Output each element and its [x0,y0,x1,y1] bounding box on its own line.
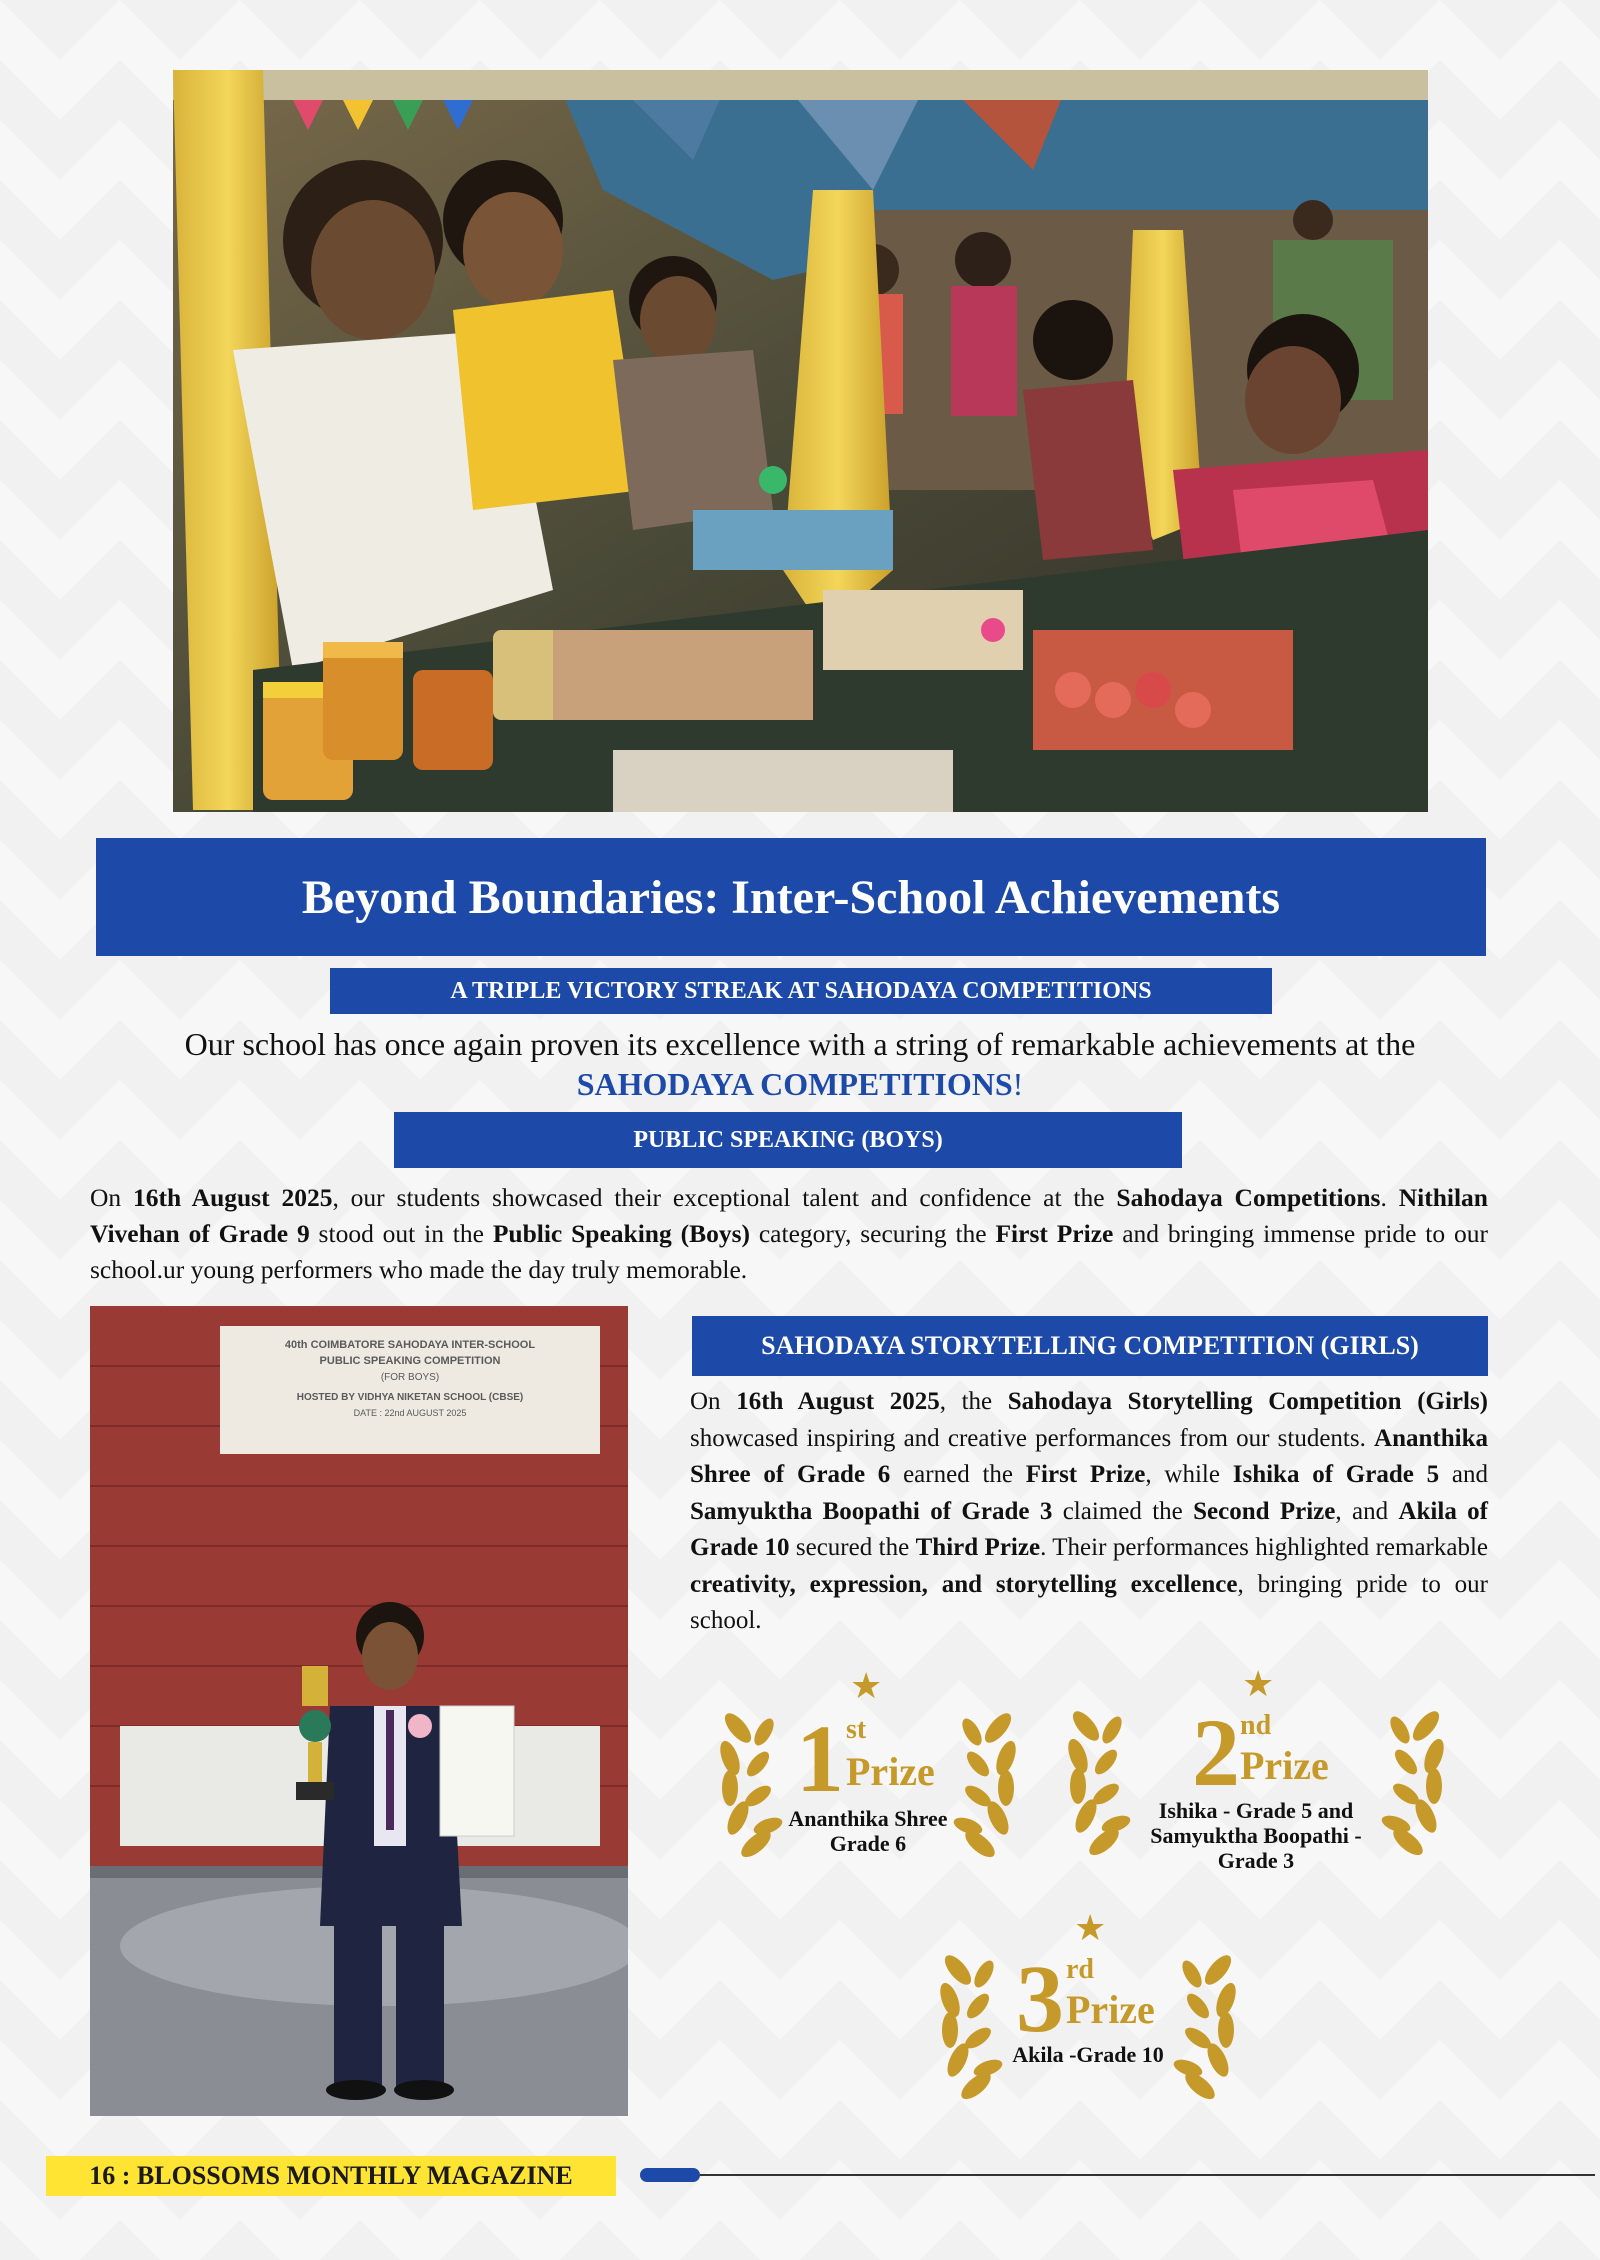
second-prize-badge [1056,1666,1456,1886]
para-text: . Their performances highlighted remarkable [1040,1534,1489,1561]
prize-rank-suffix: rd [1066,1954,1094,1985]
para-bold: Public Speaking (Boys) [492,1219,750,1248]
star-icon: ★ [1242,1664,1275,1704]
winner-line: Akila -Grade 10 [1012,2042,1164,2067]
para-text: On [690,1388,737,1415]
footer-accent [640,2168,700,2182]
para-bold: First Prize [1025,1461,1146,1488]
para-text: secured the [789,1534,916,1561]
para-bold: Ishika of Grade 5 [1232,1461,1440,1488]
section-ribbon-triple-victory: A TRIPLE VICTORY STREAK AT SAHODAYA COMPETITIONS [330,968,1272,1014]
photo-banner-line: (FOR BOYS) [380,1372,440,1383]
section-ribbon-storytelling: SAHODAYA STORYTELLING COMPETITION (GIRLS) [692,1316,1488,1376]
first-prize-badge [718,1668,1018,1878]
para-text: , and [1335,1497,1399,1525]
prize-winner [758,1806,978,1856]
para-text: earned the [890,1461,1026,1488]
para-bold: First Prize [995,1219,1114,1248]
winner-line: Ishika - Grade 5 and [1158,1798,1354,1823]
page-title: Beyond Boundaries: Inter-School Achievements [96,838,1486,956]
para-bold: Sahodaya Storytelling Competition (Girls) [1007,1388,1489,1415]
winner-line: Ananthika Shree [788,1806,948,1831]
prize-rank-suffix: st [846,1714,867,1745]
para-bold: Nithilan Vivehan of Grade 9 [90,1183,1488,1248]
para-text: . [1380,1183,1399,1212]
section-ribbon-public-speaking: PUBLIC SPEAKING (BOYS) [394,1112,1182,1168]
prize-rank-number: 1 [796,1705,844,1812]
winner-line: Samyuktha Boopathi - [1150,1823,1362,1848]
prize-label: Prize [1240,1743,1329,1788]
star-icon: ★ [1074,1908,1107,1948]
para-text: , while [1145,1461,1233,1488]
winner-line: Grade 3 [1217,1848,1295,1873]
intro-punct: ! [1012,1066,1024,1102]
intro-highlight: SAHODAYA COMPETITIONS [576,1066,1013,1102]
star-icon: ★ [850,1666,883,1706]
prize-label: Prize [1066,1987,1155,2032]
prize-rank-number: 3 [1016,1945,1064,2052]
prize-winner [1116,1798,1396,1873]
para-bold: 16th August 2025 [736,1388,940,1415]
fair-stall-photo [173,70,1428,812]
public-speaking-paragraph [90,1180,1488,1288]
photo-banner-line: 40th COIMBATORE SAHODAYA INTER-SCHOOL [284,1339,536,1351]
para-text: claimed the [1052,1497,1194,1525]
para-text: On [90,1183,134,1212]
photo-banner-line: DATE : 22nd AUGUST 2025 [353,1408,467,1418]
para-text: , bringing pride to our school. [690,1570,1488,1634]
para-bold: 16th August 2025 [133,1183,333,1212]
para-text: and bringing immense pride to our school.ur young performers who made the day truly memorable. [90,1219,1488,1284]
intro-line: Our school has once again proven its excellence with a string of remarkable achievements at the [184,1026,1416,1062]
prize-rank-suffix: nd [1240,1710,1272,1741]
prize-winner [978,2042,1198,2067]
para-bold: Akila of Grade 10 [690,1497,1489,1561]
prize-rank-number: 2 [1192,1699,1240,1806]
para-bold: Third Prize [915,1534,1041,1561]
para-bold: Sahodaya Competitions [1116,1183,1381,1212]
para-text: category, securing the [750,1219,996,1248]
photo-banner-line: PUBLIC SPEAKING COMPETITION [319,1355,501,1367]
prize-label: Prize [846,1749,935,1794]
para-text: stood out in the [309,1219,493,1248]
para-bold: creativity, expression, and storytelling excellence [690,1570,1238,1598]
para-bold: Second Prize [1193,1497,1336,1525]
para-text: showcased inspiring and creative performances from our students. [690,1424,1375,1452]
winner-line: Grade 6 [829,1831,907,1856]
photo-banner-line: HOSTED BY VIDHYA NIKETAN SCHOOL (CBSE) [296,1392,524,1403]
footer-divider [700,2174,1595,2176]
para-text: , our students showcased their exceptional talent and confidence at the [332,1183,1117,1212]
para-text: , the [939,1388,1008,1415]
storytelling-paragraph [690,1384,1488,1640]
student-with-trophy-photo [90,1306,628,2116]
intro-text [80,1024,1520,1104]
para-bold: Ananthika Shree of Grade 6 [690,1424,1488,1488]
para-bold: Samyuktha Boopathi of Grade 3 [690,1497,1053,1525]
third-prize-badge [938,1910,1238,2120]
para-text: and [1439,1461,1488,1488]
page-footer-label: 16 : BLOSSOMS MONTHLY MAGAZINE [46,2156,616,2196]
